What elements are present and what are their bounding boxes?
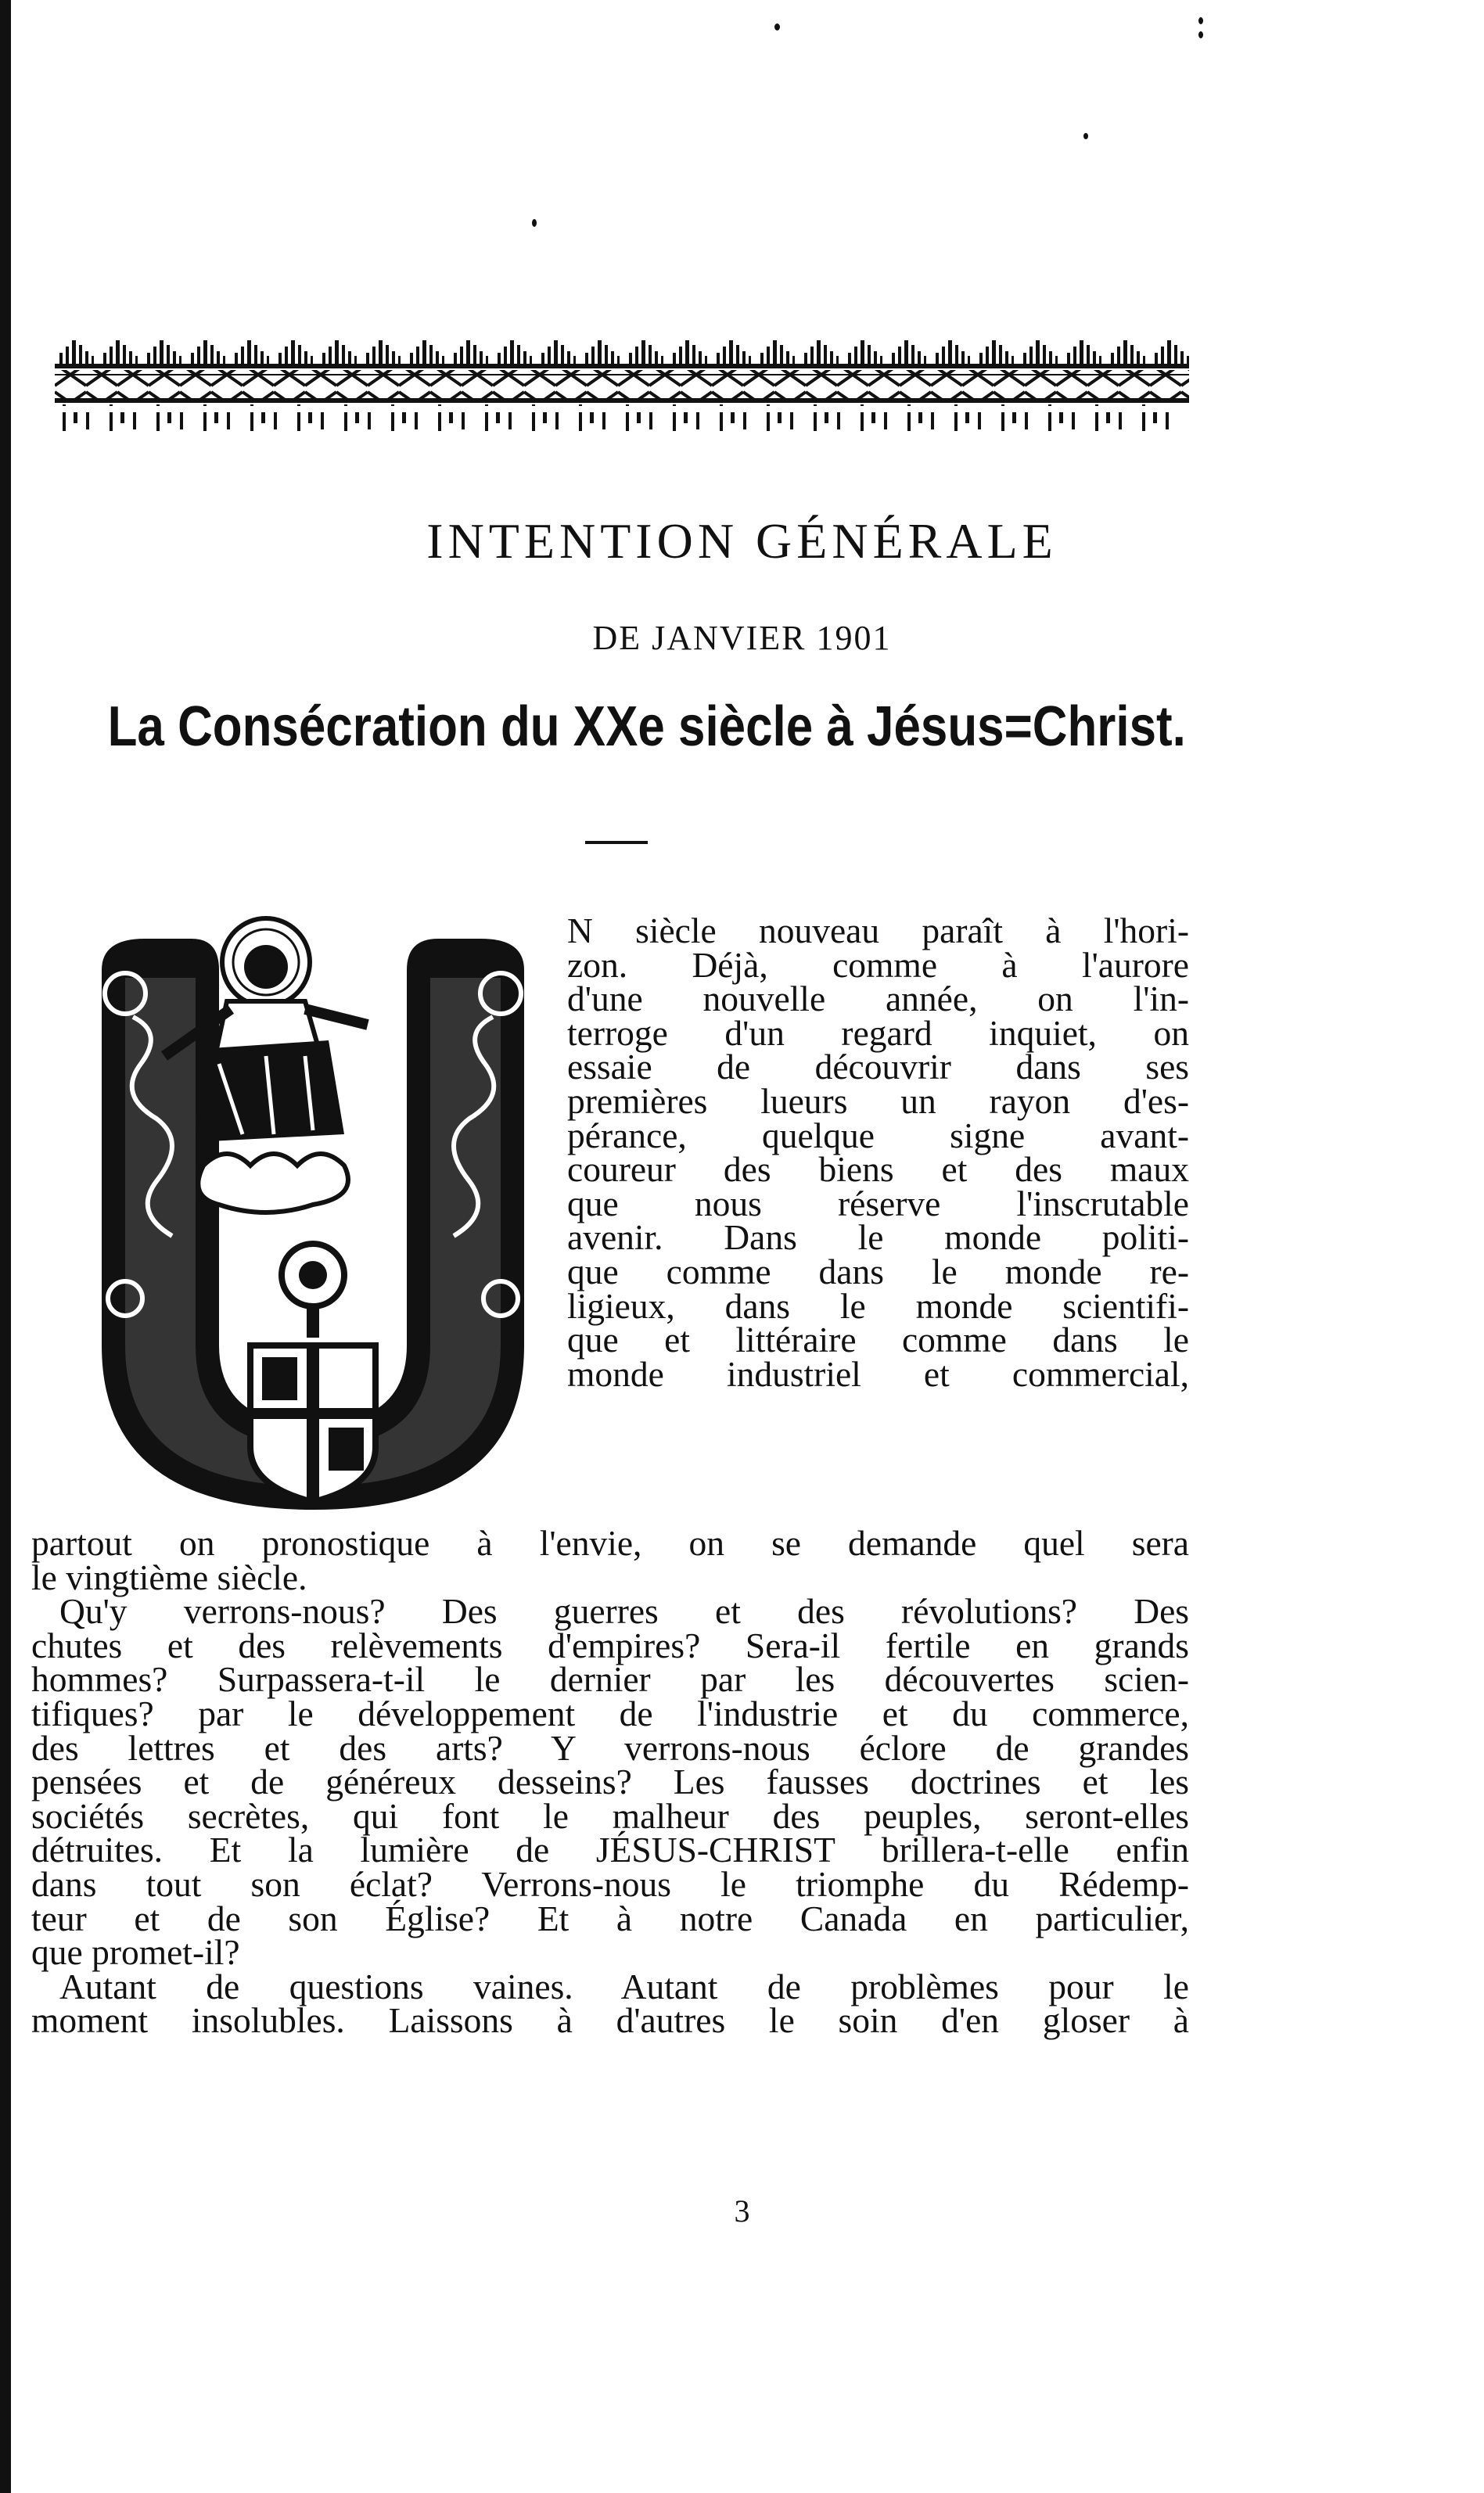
text-line: monde industriel et commercial, xyxy=(567,1353,1189,1394)
speck xyxy=(774,23,780,31)
speck xyxy=(1083,133,1088,139)
ornament-band xyxy=(55,332,1189,434)
page-number: 3 xyxy=(734,2193,750,2229)
text-line: avenir. Dans le monde politi- xyxy=(567,1217,1189,1258)
text-line: sociétés secrètes, qui font le malheur des peuples, seront-elles xyxy=(31,1795,1189,1836)
text-line: que et littéraire comme dans le xyxy=(567,1320,1189,1360)
page-edge-shadow xyxy=(0,0,11,2493)
text-line: Qu'y verrons-nous? Des guerres et des révolutions? Des xyxy=(59,1591,1189,1632)
text-line: chutes et des relèvements d'empires? Sera-il fertile en grands xyxy=(31,1625,1189,1665)
text-line: que promet-il? xyxy=(31,1932,240,1973)
speck xyxy=(1198,31,1203,38)
text-line: tifiques? par le développement de l'industrie et du commerce, xyxy=(31,1693,1189,1733)
text-line: essaie de découvrir dans ses xyxy=(567,1047,1189,1087)
text-line: le vingtième siècle. xyxy=(31,1557,307,1597)
text-line: que comme dans le monde re- xyxy=(567,1251,1189,1291)
text-line: zon. Déjà, comme à l'aurore xyxy=(567,944,1189,985)
text-line: pérance, quelque signe avant- xyxy=(567,1115,1189,1155)
text-line: premières lueurs un rayon d'es- xyxy=(567,1080,1189,1121)
page-title: INTENTION GÉNÉRALE xyxy=(426,513,1058,569)
illuminated-letter-u-icon xyxy=(70,907,555,1525)
text-line: moment insolubles. Laissons à d'autres le soin d'en gloser à xyxy=(31,2000,1189,2041)
text-line: Autant de questions vaines. Autant de problèmes pour le xyxy=(59,1966,1189,2006)
text-line: ligieux, dans le monde scientifi- xyxy=(567,1285,1189,1326)
text-line: partout on pronostique à l'envie, on se demande quel sera xyxy=(31,1523,1189,1563)
text-line: dans tout son éclat? Verrons-nous le triomphe du Rédemp- xyxy=(31,1863,1189,1904)
text-line: N siècle nouveau paraît à l'hori- xyxy=(567,911,1189,950)
text-line: que nous réserve l'inscrutable xyxy=(567,1183,1189,1223)
text-line: hommes? Surpassera-t-il le dernier par les découvertes scien- xyxy=(31,1659,1189,1700)
speck xyxy=(532,219,537,227)
paragraph-1-wrapped xyxy=(567,911,1189,1394)
page-subtitle: DE JANVIER 1901 xyxy=(592,619,892,657)
text-line: d'une nouvelle année, on l'in- xyxy=(567,979,1189,1019)
body-text xyxy=(31,1523,1189,2041)
article-heading: La Consécration du XXe siècle à Jésus=Christ. xyxy=(107,695,1186,758)
short-divider xyxy=(585,841,648,844)
text-line: teur et de son Église? Et à notre Canada en particulier, xyxy=(31,1898,1189,1938)
text-line: des lettres et des arts? Y verrons-nous éclore de grandes xyxy=(31,1727,1189,1768)
text-line: pensées et de généreux desseins? Les fausses doctrines et les xyxy=(31,1762,1189,1802)
text-line: détruites. Et la lumière de JÉSUS-CHRIST brillera-t-elle enfin xyxy=(31,1830,1189,1870)
speck xyxy=(1198,17,1203,24)
text-line: coureur des biens et des maux xyxy=(567,1149,1189,1190)
text-line: terroge d'un regard inquiet, on xyxy=(567,1012,1189,1053)
